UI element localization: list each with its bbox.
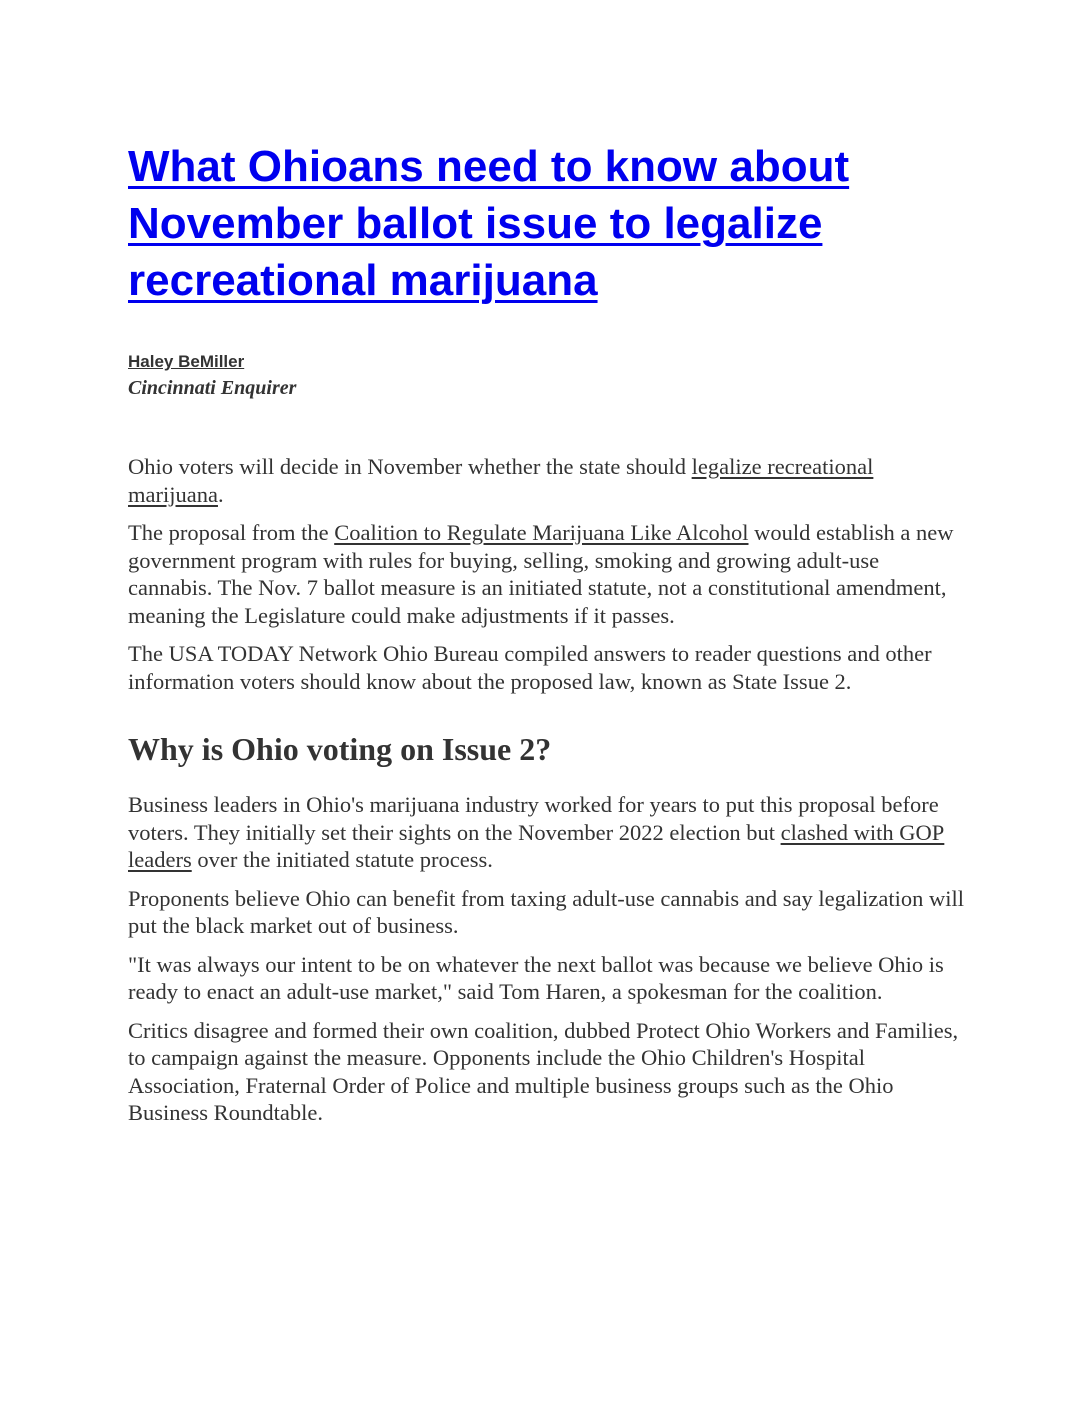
intro-paragraph-2	[128, 519, 968, 629]
gop-leaders-link[interactable]: clashed with GOP leaders	[128, 819, 945, 872]
section-paragraph-2: Proponents believe Ohio can benefit from taxing adult-use cannabis and say legalization will put the black market out of business.	[128, 885, 965, 938]
intro-p2-text-after: would establish a new government program with rules for buying, selling, smoking and growing adult-use cannabis. The Nov. 7 ballot measure is an initiated statute, not a constitutional amendment, meaning the Legislature could make adjustments if it passes.	[128, 520, 954, 628]
article	[128, 138, 968, 1138]
intro-paragraph-1	[128, 453, 968, 508]
legalize-marijuana-link[interactable]: legalize recreational marijuana	[128, 454, 874, 507]
section-heading: Why is Ohio voting on Issue 2?	[128, 731, 552, 767]
section-p1-text-after: over the initiated statute process.	[191, 847, 493, 872]
section-p1-text-before: Business leaders in Ohio's marijuana industry worked for years to put this proposal before voters. They initially set their sights on the November 2022 election but	[128, 792, 939, 845]
section-paragraph-3: "It was always our intent to be on whatever the next ballot was because we believe Ohio is ready to enact an adult-use market," said Tom Haren, a spokesman for the coalition.	[128, 951, 944, 1004]
headline-link[interactable]: What Ohioans need to know about November ballot issue to legalize recreational marijuana	[128, 142, 850, 305]
author-link[interactable]: Haley BeMiller	[128, 352, 245, 371]
byline	[128, 349, 968, 401]
section-paragraph-1	[128, 791, 968, 874]
intro-p2-text-before: The proposal from the	[128, 520, 335, 545]
intro-paragraph-3: The USA TODAY Network Ohio Bureau compiled answers to reader questions and other information voters should know about the proposed law, known as State Issue 2.	[128, 641, 932, 694]
intro-p1-text-before: Ohio voters will decide in November whether the state should	[128, 454, 692, 479]
article-headline	[128, 138, 968, 309]
outlet-name: Cincinnati Enquirer	[128, 377, 297, 399]
section-paragraph-4: Critics disagree and formed their own coalition, dubbed Protect Ohio Workers and Families, to campaign against the measure. Opponents include the Ohio Children's Hospital Association, Fraternal Order of Police and multiple business groups such as the Ohio Business Roundtable.	[128, 1017, 959, 1125]
intro-p1-text-after: .	[217, 481, 224, 507]
coalition-link[interactable]: Coalition to Regulate Marijuana Like Alcohol	[334, 520, 749, 545]
